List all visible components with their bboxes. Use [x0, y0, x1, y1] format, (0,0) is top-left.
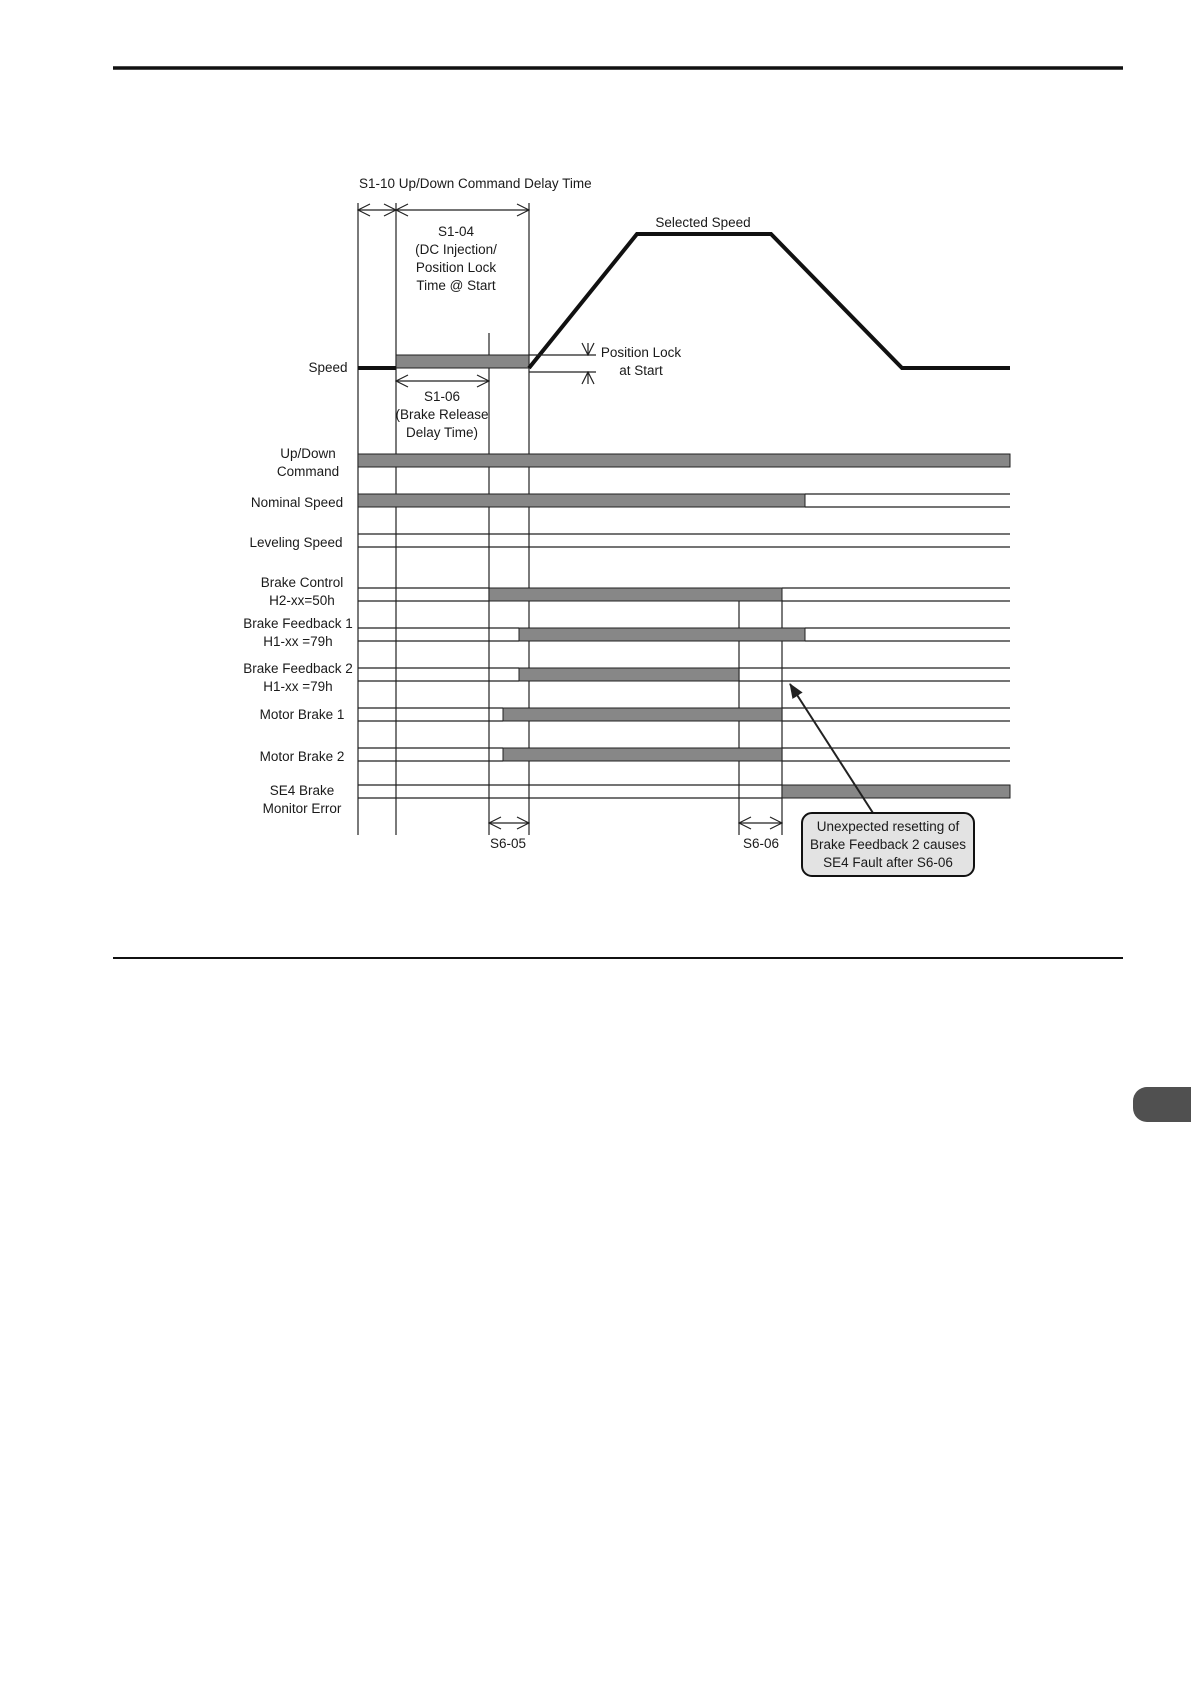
time-markers	[358, 203, 782, 835]
s1-06-label-2: (Brake Release	[395, 407, 489, 422]
motor-brake-2-bar	[503, 748, 782, 761]
nominal-speed-label: Nominal Speed	[250, 495, 344, 510]
nominal-speed-bar	[358, 494, 805, 507]
brake-feedback-2-bar	[519, 668, 739, 681]
brake-feedback-1-label-2: H1-xx =79h	[263, 634, 333, 649]
brake-feedback-2-label-1: Brake Feedback 2	[243, 661, 353, 676]
leveling-speed-label: Leveling Speed	[249, 535, 343, 550]
brake-feedback-2-label-2: H1-xx =79h	[263, 679, 333, 694]
section-tab-marker	[1133, 1087, 1191, 1122]
s1-04-label-2: (DC Injection/	[415, 242, 497, 257]
brake-feedback-1-bar	[519, 628, 805, 641]
signal-rows	[358, 454, 1010, 798]
s6-05-label: S6-05	[489, 836, 527, 851]
brake-control-label-1: Brake Control	[260, 575, 344, 590]
up-down-bar	[358, 454, 1010, 467]
callout-line-1: Unexpected resetting of	[816, 819, 960, 834]
s1-04-label-3: Position Lock	[415, 260, 497, 275]
up-down-label-1: Up/Down	[280, 446, 336, 461]
motor-brake-1-label: Motor Brake 1	[259, 707, 345, 722]
brake-control-bar	[489, 588, 782, 601]
selected-speed-label: Selected Speed	[655, 215, 751, 230]
s1-06-label-1: S1-06	[423, 389, 461, 404]
up-down-label-2: Command	[276, 464, 340, 479]
callout-line-3: SE4 Fault after S6-06	[823, 855, 953, 870]
position-lock-label-1: Position Lock	[600, 345, 682, 360]
callout-line-2: Brake Feedback 2 causes	[809, 837, 967, 852]
motor-brake-1-bar	[503, 708, 782, 721]
speed-label: Speed	[308, 360, 348, 375]
s1-04-label-4: Time @ Start	[416, 278, 496, 293]
brake-control-label-2: H2-xx=50h	[269, 593, 335, 608]
se4-error-label-2: Monitor Error	[262, 801, 342, 816]
diagram-labels	[243, 176, 966, 870]
motor-brake-2-label: Motor Brake 2	[259, 749, 345, 764]
s1-10-label: S1-10 Up/Down Command Delay Time	[359, 176, 592, 191]
s1-04-label-1: S1-04	[437, 224, 475, 239]
brake-feedback-1-label-1: Brake Feedback 1	[243, 616, 353, 631]
position-lock-label-2: at Start	[619, 363, 663, 378]
s6-06-label: S6-06	[742, 836, 780, 851]
position-lock-bar	[396, 355, 529, 368]
se4-error-label-1: SE4 Brake	[269, 783, 335, 798]
s1-06-label-3: Delay Time)	[405, 425, 479, 440]
se4-error-bar	[782, 785, 1010, 798]
